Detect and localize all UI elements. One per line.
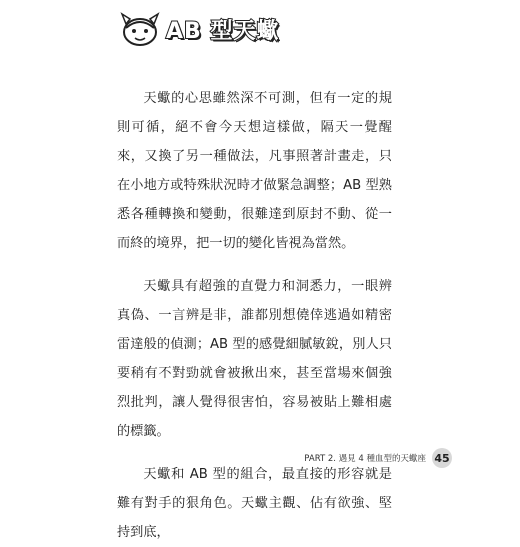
paragraph-3: 天蠍和 AB 型的組合，最直接的形容就是難有對手的狠角色。天蠍主觀、佔有欲強、堅持到底， [117, 467, 392, 540]
paragraph-1: 天蠍的心思雖然深不可測，但有一定的規則可循，絕不會今天想這樣做，隔天一覺醒來，又換了另一種做法，凡事照著計畫走，只在小地方或特殊狀況時才做緊急調整；AB 型熟悉各種轉換和變動，很難達到原封不動、從一而終的境界，把一切的變化皆視為當然。 [117, 91, 392, 251]
page-title: AB 型天蠍 [166, 18, 280, 44]
body-text [117, 84, 392, 547]
page-number: 45 [432, 448, 452, 468]
paragraph-2: 天蠍具有超強的直覺力和洞悉力，一眼辨真偽、一言辨是非，誰都別想僥倖逃過如精密雷達般的偵測；AB 型的感覺細膩敏銳，別人只要稍有不對勁就會被揪出來，甚至當場來個強烈批判，讓人覺得很害怕，容易被貼上難相處的標籤。 [117, 279, 392, 439]
mascot-head-icon [118, 10, 162, 48]
chapter-label: PART 2. 遇見 4 種血型的天蠍座 [304, 454, 426, 464]
page-footer [304, 448, 452, 468]
page-header [118, 10, 279, 48]
